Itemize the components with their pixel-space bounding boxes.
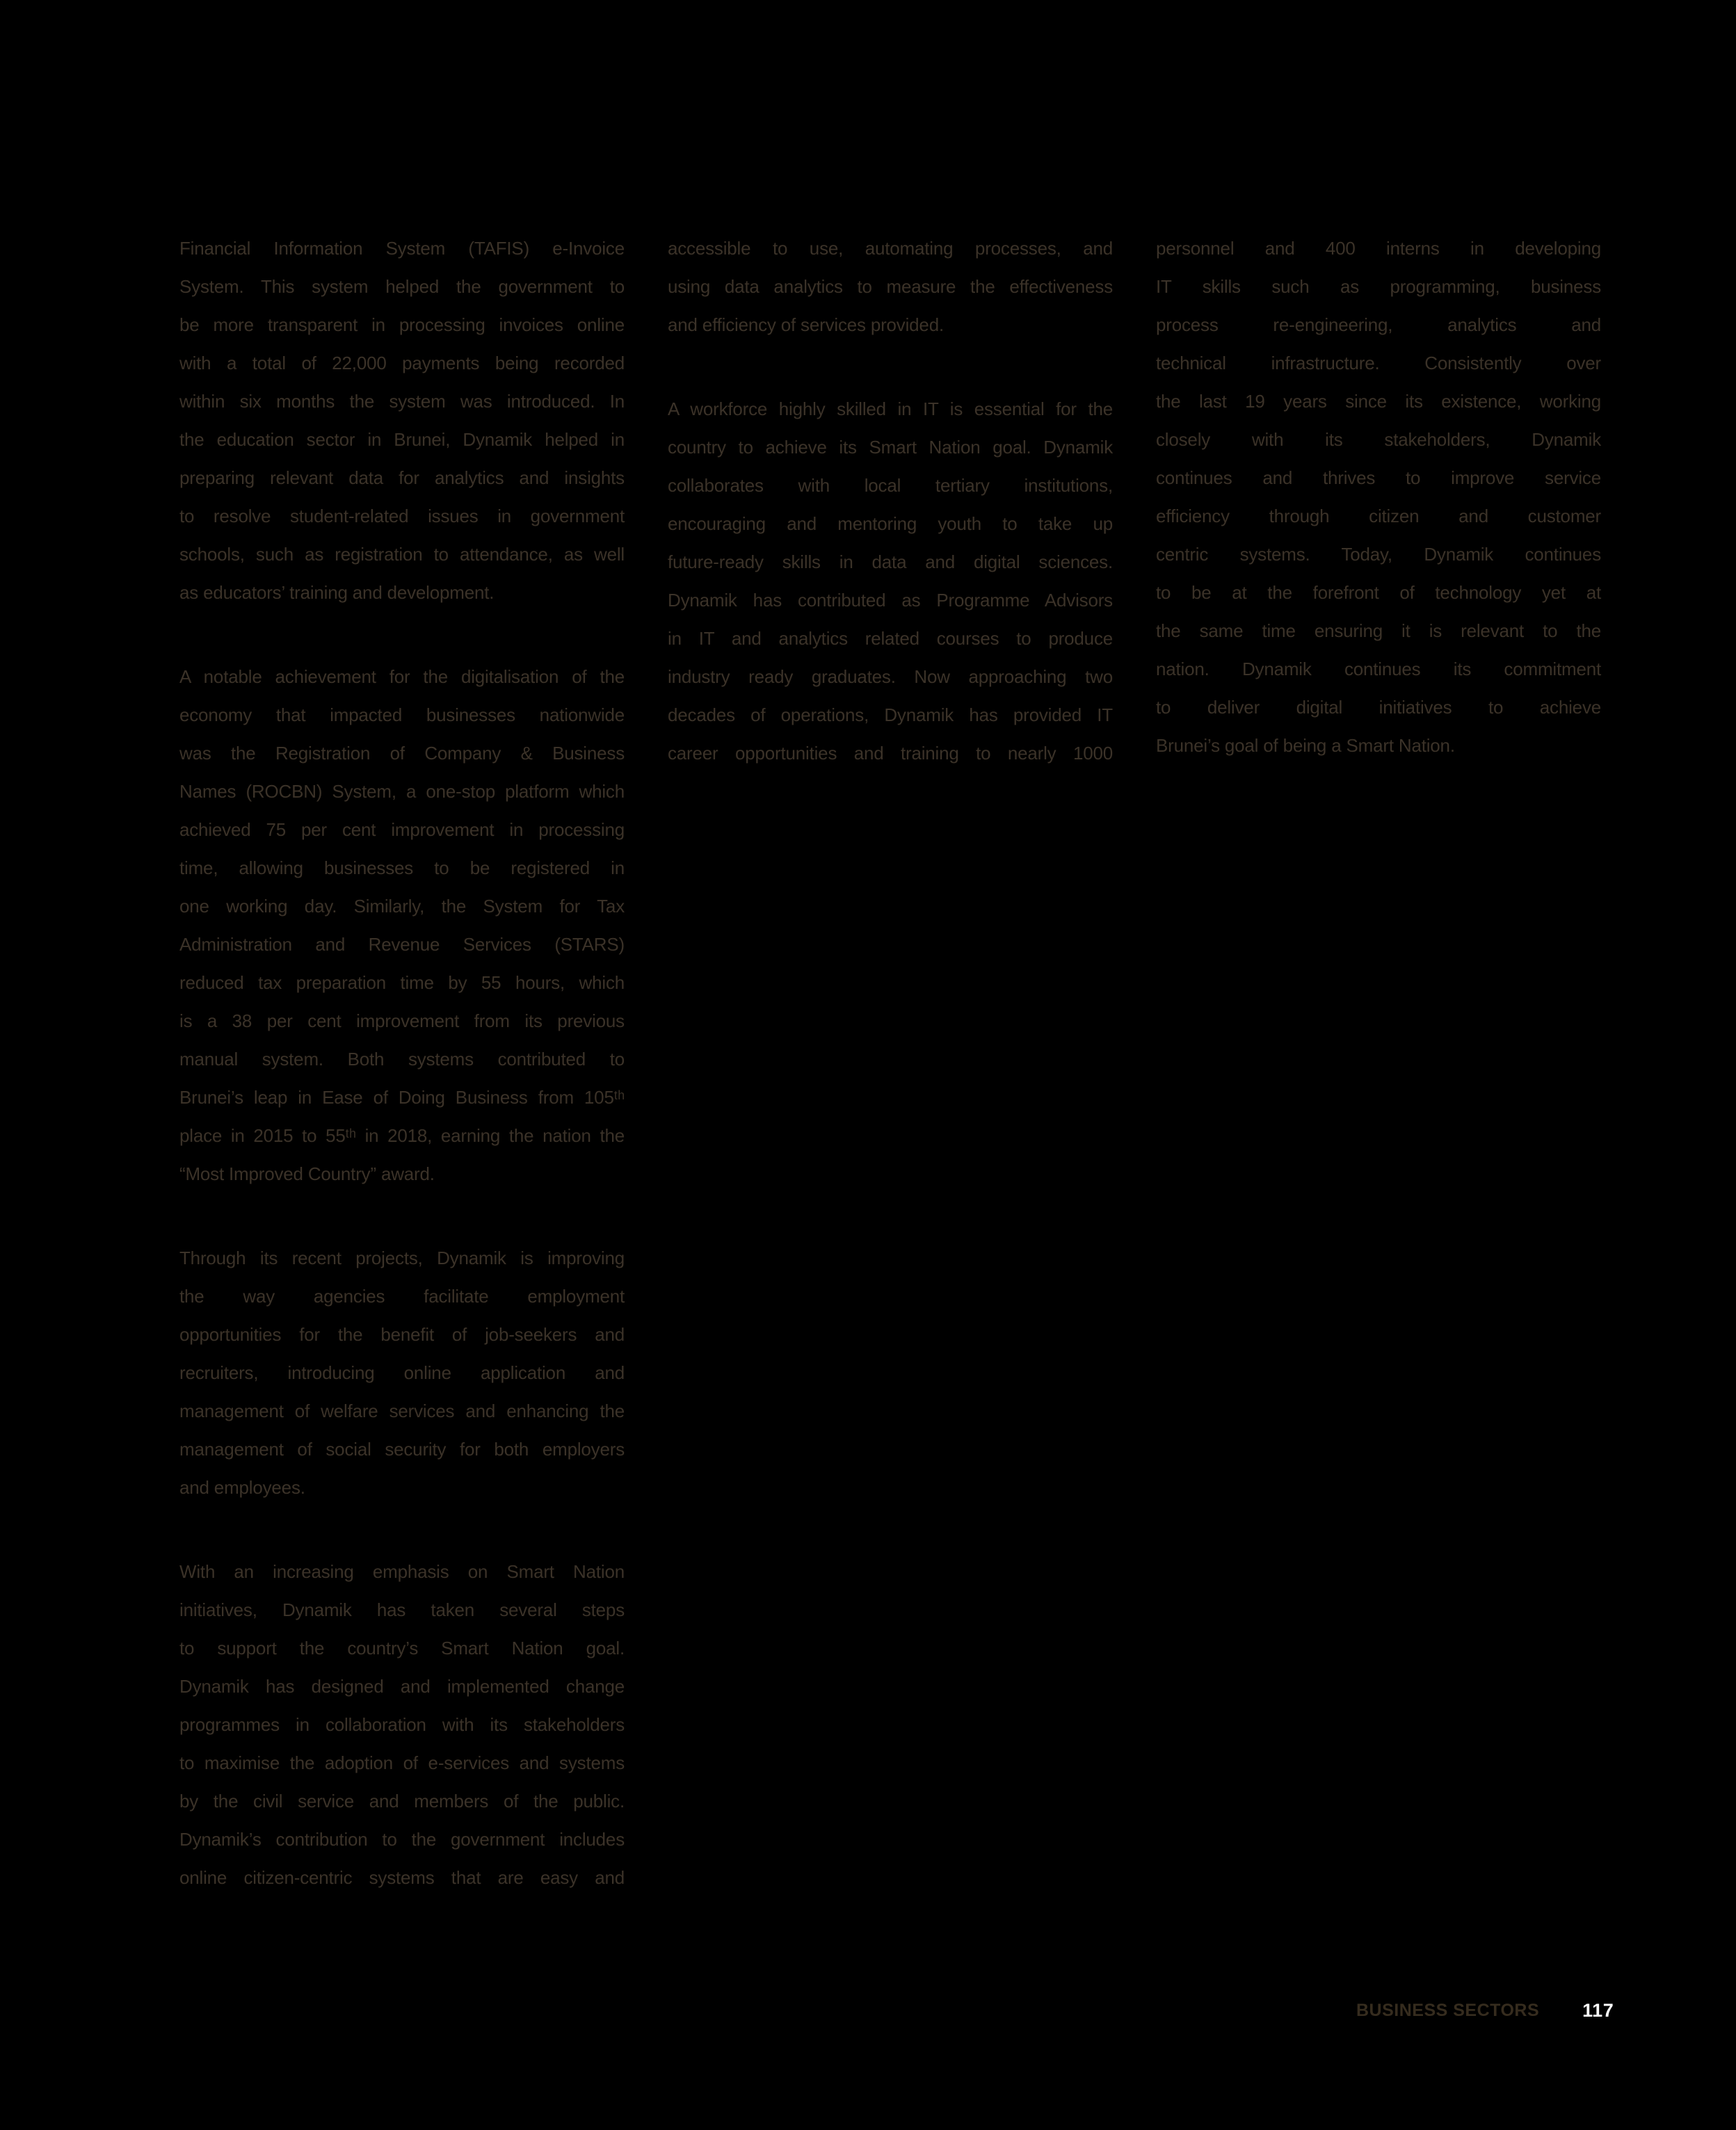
text-line: future-ready skills in data and digital sciences. bbox=[668, 551, 1113, 572]
text-line: country to achieve its Smart Nation goal. Dynamik bbox=[668, 437, 1113, 458]
text-line: Brunei’s goal of being a Smart Nation. bbox=[1156, 735, 1455, 756]
text-line: closely with its stakeholders, Dynamik bbox=[1156, 429, 1601, 450]
text-line: efficiency through citizen and customer bbox=[1156, 506, 1601, 526]
text-line: IT skills such as programming, business bbox=[1156, 276, 1601, 297]
text-line: was the Registration of Company & Business bbox=[179, 743, 625, 764]
text-line: career opportunities and training to nearly 1000 bbox=[668, 743, 1113, 764]
paragraph bbox=[179, 1553, 625, 1897]
text-line: opportunities for the benefit of job-seekers and bbox=[179, 1324, 625, 1345]
text-column-3 bbox=[1156, 229, 1601, 1897]
text-column-2 bbox=[668, 229, 1113, 1897]
text-line: Dynamik has designed and implemented change bbox=[179, 1676, 625, 1697]
text-line: preparing relevant data for analytics and insights bbox=[179, 467, 625, 488]
text-line: using data analytics to measure the effectiveness bbox=[668, 276, 1113, 297]
text-line: with a total of 22,000 payments being recorded bbox=[179, 353, 625, 373]
text-line: continues and thrives to improve service bbox=[1156, 467, 1601, 488]
text-line: be more transparent in processing invoices online bbox=[179, 314, 625, 335]
footer-section-label: BUSINESS SECTORS bbox=[1356, 2001, 1540, 2020]
text-column-1 bbox=[179, 229, 625, 1897]
text-line: A notable achievement for the digitalisation of the bbox=[179, 666, 625, 687]
text-line: the last 19 years since its existence, working bbox=[1156, 391, 1601, 412]
text-line: within six months the system was introduced. In bbox=[179, 391, 625, 412]
text-line: industry ready graduates. Now approaching two bbox=[668, 666, 1113, 687]
text-line: is a 38 per cent improvement from its previous bbox=[179, 1010, 625, 1031]
text-line: initiatives, Dynamik has taken several steps bbox=[179, 1599, 625, 1620]
text-line: encouraging and mentoring youth to take up bbox=[668, 513, 1113, 534]
text-line: time, allowing businesses to be registered in bbox=[179, 857, 625, 878]
text-line: reduced tax preparation time by 55 hours, which bbox=[179, 972, 625, 993]
text-line: the same time ensuring it is relevant to the bbox=[1156, 620, 1601, 641]
text-line: System. This system helped the government to bbox=[179, 276, 625, 297]
text-line: decades of operations, Dynamik has provided IT bbox=[668, 704, 1113, 725]
paragraph bbox=[668, 229, 1113, 344]
text-line: Through its recent projects, Dynamik is improving bbox=[179, 1248, 625, 1268]
paragraph bbox=[179, 229, 625, 612]
text-line: to maximise the adoption of e-services and systems bbox=[179, 1752, 625, 1773]
text-line: “Most Improved Country” award. bbox=[179, 1163, 435, 1184]
text-line: to be at the forefront of technology yet at bbox=[1156, 582, 1601, 603]
text-line: online citizen-centric systems that are easy and bbox=[179, 1867, 625, 1888]
text-line: the way agencies facilitate employment bbox=[179, 1286, 625, 1307]
text-line: to resolve student-related issues in government bbox=[179, 506, 625, 526]
text-line: Brunei’s leap in Ease of Doing Business from 105ᵗʰ bbox=[179, 1087, 625, 1108]
text-line: With an increasing emphasis on Smart Nation bbox=[179, 1561, 625, 1582]
text-line: to deliver digital initiatives to achieve bbox=[1156, 697, 1601, 718]
text-line: Administration and Revenue Services (STARS) bbox=[179, 934, 625, 955]
text-line: collaborates with local tertiary institutions, bbox=[668, 475, 1113, 496]
text-line: to support the country’s Smart Nation goal. bbox=[179, 1638, 625, 1659]
text-line: management of welfare services and enhancing the bbox=[179, 1401, 625, 1421]
text-line: process re-engineering, analytics and bbox=[1156, 314, 1601, 335]
text-line: schools, such as registration to attendance, as well bbox=[179, 544, 625, 565]
page-footer bbox=[1356, 2000, 1614, 2022]
text-line: Names (ROCBN) System, a one-stop platform which bbox=[179, 781, 625, 802]
text-line: personnel and 400 interns in developing bbox=[1156, 238, 1601, 259]
text-line: technical infrastructure. Consistently over bbox=[1156, 353, 1601, 373]
text-line: and employees. bbox=[179, 1477, 305, 1498]
text-line: nation. Dynamik continues its commitment bbox=[1156, 659, 1601, 679]
text-line: management of social security for both employers bbox=[179, 1439, 625, 1460]
text-line: Financial Information System (TAFIS) e-Invoice bbox=[179, 238, 625, 259]
paragraph bbox=[668, 390, 1113, 773]
paragraph bbox=[1156, 229, 1601, 765]
text-line: manual system. Both systems contributed to bbox=[179, 1049, 625, 1070]
footer-page-number: 117 bbox=[1582, 2000, 1614, 2021]
text-line: Dynamik has contributed as Programme Advisors bbox=[668, 590, 1113, 611]
text-line: centric systems. Today, Dynamik continues bbox=[1156, 544, 1601, 565]
text-line: the education sector in Brunei, Dynamik helped in bbox=[179, 429, 625, 450]
text-line: accessible to use, automating processes, and bbox=[668, 238, 1113, 259]
text-line: recruiters, introducing online application and bbox=[179, 1362, 625, 1383]
text-columns bbox=[179, 229, 1601, 1897]
text-line: by the civil service and members of the public. bbox=[179, 1791, 625, 1812]
text-line: economy that impacted businesses nationwide bbox=[179, 704, 625, 725]
text-line: and efficiency of services provided. bbox=[668, 314, 944, 335]
text-line: in IT and analytics related courses to produce bbox=[668, 628, 1113, 649]
text-line: A workforce highly skilled in IT is essential for the bbox=[668, 398, 1113, 419]
text-line: one working day. Similarly, the System for Tax bbox=[179, 896, 625, 917]
paragraph bbox=[179, 658, 625, 1193]
text-line: programmes in collaboration with its stakeholders bbox=[179, 1714, 625, 1735]
text-line: place in 2015 to 55ᵗʰ in 2018, earning the nation the bbox=[179, 1125, 625, 1146]
text-line: as educators’ training and development. bbox=[179, 582, 495, 603]
text-line: Dynamik’s contribution to the government includes bbox=[179, 1829, 625, 1850]
paragraph bbox=[179, 1239, 625, 1507]
text-line: achieved 75 per cent improvement in processing bbox=[179, 819, 625, 840]
